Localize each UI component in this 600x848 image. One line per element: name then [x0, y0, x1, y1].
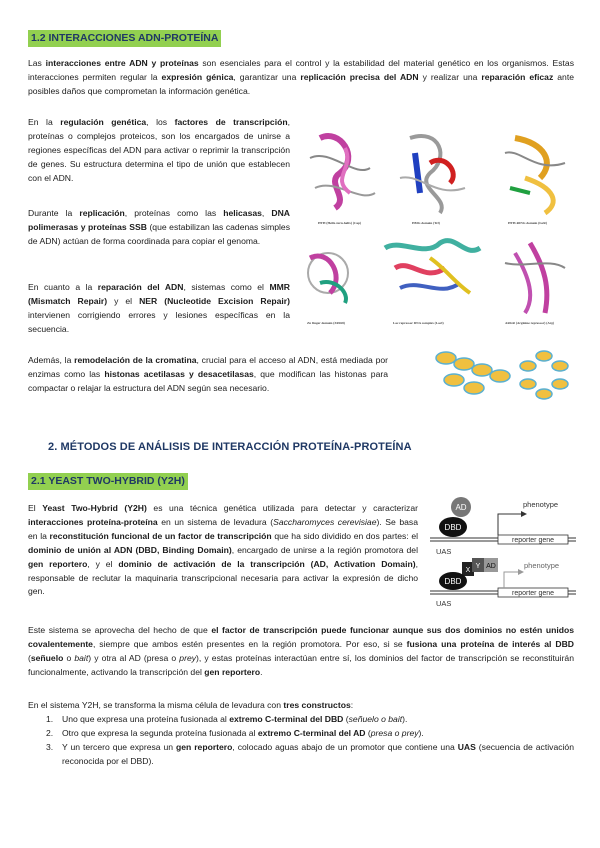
argr-structure-image [505, 243, 565, 313]
reporter-gene-label-top: reporter gene [511, 537, 555, 544]
reporter-gene-label-bottom: reporter gene [511, 590, 555, 597]
uas-label-bottom: UAS [436, 599, 452, 608]
nucleosome-array-image [436, 352, 510, 394]
lac-repressor-structure-image [385, 241, 480, 293]
chromatin-fiber-image [520, 351, 568, 399]
list-item-text: Otro que expresa la segunda proteína fusionada al extremo C-terminal del AD (presa o prey). [62, 728, 424, 738]
list-item-number: 2. [46, 728, 54, 738]
zinc-finger-structure-image [308, 253, 348, 303]
paragraph-replication: Durante la replicación, proteínas como las helicasas, DNA polimerasas y proteínas SSB (que estabilizan las cadenas simples de ADN) actúan de forma coordinada para copiar el genoma. [28, 208, 290, 246]
ad-label-top: AD [455, 503, 467, 512]
figure-caption-6: ARGR (Arginine repressor) (Arg) [505, 321, 555, 325]
list-item-number: 1. [46, 714, 54, 724]
section-heading-2-1: 2.1 YEAST TWO-HYBRID (Y2H) [28, 473, 188, 490]
y2h-top-construct [430, 497, 576, 556]
figure-caption-2: HMG domain (Tcf) [412, 221, 440, 225]
dbd-label-top: DBD [444, 523, 462, 532]
list-item-2 [46, 727, 574, 741]
paragraph-y2h-principle: Este sistema se aprovecha del hecho de que el factor de transcripción puede funcionar aunque sus dos dominios no estén unidos covalentemente, siempre que ambos estén presentes en la región promotora. Por eso, si se fusiona una proteína de interés al DBD (señuelo o bait) y otra al AD (presa o prey), y estas proteínas interactúan entre sí, los dominios del factor de transcripción se reconstituirán funcionalmente, activando la transcripción del gen reportero. [28, 625, 574, 677]
phenotype-label-bottom: phenotype [524, 561, 560, 570]
paragraph-intro: Las interacciones entre ADN y proteínas son esenciales para el control y la estabilidad del material genético en los organismos. Estas interacciones permiten regular la expresión génica, garantizar una replicación precisa del ADN y realizar una reparación eficaz ante posibles daños que comprometan la información genética. [28, 58, 575, 96]
paragraph-regulation: En la regulación genética, los factores de transcripción, proteínas o complejos proteicos, son los encargados de unirse a regiones específicas del ADN para activar o reprimir la transcripción de genes. Su estructura determina el tipo de unión que establecen con el ADN. [28, 117, 290, 183]
paragraph-y2h-definition: El Yeast Two-Hybrid (Y2H) es una técnica genética utilizada para detectar y caracterizar interacciones proteína-proteína en un sistema de levadura (Saccharomyces cerevisiae). Se basa en la reconstitución funcional de un factor de transcripción que ha sido dividido en dos partes: el dominio de unión al ADN (DBD, Binding Domain), encargado de unirse a la región promotora del gen reportero, y el dominio de activación de la transcripción (AD, Activation Domain), responsable de reclutar la maquinaria transcripcional necesaria para activar la expresión de dicho gen. [28, 503, 419, 597]
section-heading-1-2: 1.2 INTERACCIONES ADN-PROTEÍNA [28, 30, 221, 47]
figure-caption-3: HTH-RING domain (IscR) [508, 221, 547, 225]
y2h-bottom-construct [430, 558, 576, 608]
y2h-diagram [428, 494, 578, 610]
uas-label-top: UAS [436, 547, 452, 556]
section-heading-2: 2. MÉTODOS DE ANÁLISIS DE INTERACCIÓN PROTEÍNA-PROTEÍNA [48, 441, 412, 453]
phenotype-label-top: phenotype [523, 500, 559, 509]
paragraph-chromatin: Además, la remodelación de la cromatina, crucial para el acceso al ADN, está mediada por enzimas como las histonas acetilasas y desacetilasas, que modifican las histonas para compactar o relajar la estructura del ADN según sea necesario. [28, 355, 388, 393]
hth-structure-image [310, 136, 375, 208]
dbd-label-bottom: DBD [444, 577, 462, 586]
hmg-structure-image [400, 136, 465, 213]
ad-label-bottom: AD [486, 563, 496, 570]
list-item-number: 3. [46, 742, 54, 752]
list-item-3 [46, 741, 574, 769]
figure-caption-1: HTH (Helix-turn-helix) (Cap) [318, 221, 362, 225]
x-label: X [465, 567, 471, 574]
list-item-text: Uno que expresa una proteína fusionada al extremo C-terminal del DBD (señuelo o bait). [62, 714, 408, 724]
paragraph-constructs-intro: En el sistema Y2H, se transforma la misma célula de levadura con tres constructos: [28, 700, 354, 710]
figure-caption-4: Zn finger domain (Zif268) [307, 321, 345, 325]
list-item-text: Y un tercero que expresa un gen reportero, colocado aguas abajo de un promotor que contiene una UAS (secuencia de activación reconocida por el DBD). [62, 742, 574, 766]
y-label: Y [475, 563, 481, 570]
hth-ring-structure-image [505, 138, 565, 213]
figure-caption-5: Lac repressor DNA complex (LacI) [393, 321, 444, 325]
list-item-1 [46, 713, 574, 727]
chromatin-remodeling-figure [424, 340, 576, 406]
paragraph-repair: En cuanto a la reparación del ADN, sistemas como el MMR (Mismatch Repair) y el NER (Nucleotide Excision Repair) intervienen corrigiendo errores y lesiones específicas en la secuencia. [28, 282, 291, 334]
